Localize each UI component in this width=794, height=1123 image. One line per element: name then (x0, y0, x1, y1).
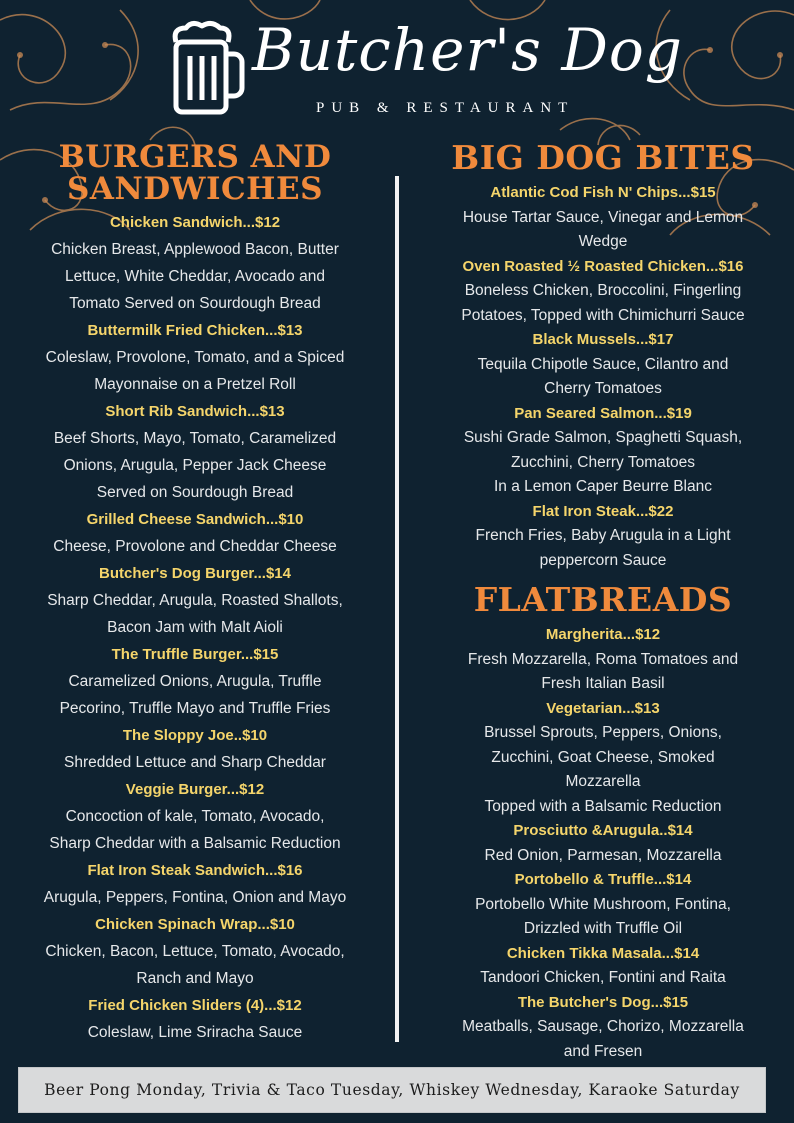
item-description: Shredded Lettuce and Sharp Cheddar (64, 754, 326, 771)
burger-menu-item (24, 992, 366, 1046)
events-text: Beer Pong Monday, Trivia & Taco Tuesday, Whiskey Wednesday, Karaoke Saturday (44, 1081, 740, 1099)
item-description: Wedge (578, 233, 628, 250)
burgers-section (24, 141, 366, 1046)
burger-menu-item (24, 560, 366, 641)
item-description: peppercorn Sauce (539, 551, 667, 569)
item-description: French Fries, Baby Arugula in a Light (475, 527, 731, 544)
brand-name: Butcher's Dog (252, 16, 683, 84)
item-name: The Sloppy Joe..$10 (122, 727, 268, 744)
item-description: Tomato Served on Sourdough Bread (69, 295, 321, 312)
item-description: Mayonnaise on a Pretzel Roll (94, 376, 296, 393)
flatbread-menu-item (440, 868, 766, 942)
item-description: Bacon Jam with Malt Aioli (107, 619, 283, 636)
item-description: In a Lemon Caper Beurre Blanc (494, 478, 712, 495)
bites-menu-item (440, 500, 766, 574)
item-description: Meatballs, Sausage, Chorizo, Mozzarella (462, 1018, 744, 1035)
item-name: Portobello & Truffle...$14 (514, 871, 692, 888)
item-name: Flat Iron Steak...$22 (532, 502, 674, 520)
item-name: Pan Seared Salmon...$19 (514, 404, 692, 422)
burgers-list (24, 209, 366, 1046)
burger-menu-item (24, 641, 366, 722)
item-name: Oven Roasted ½ Roasted Chicken...$16 (462, 257, 744, 275)
item-description: Cherry Tomatoes (544, 380, 662, 397)
bites-menu-item (440, 181, 766, 255)
item-description: Drizzled with Truffle Oil (523, 920, 683, 937)
item-description: Portobello White Mushroom, Fontina, (475, 895, 731, 913)
item-name: The Truffle Burger...$15 (111, 646, 279, 663)
item-description: Zucchini, Goat Cheese, Smoked (491, 748, 715, 766)
item-description: Served on Sourdough Bread (96, 484, 294, 501)
burger-menu-item (24, 317, 366, 398)
item-description: Zucchini, Cherry Tomatoes (510, 453, 696, 471)
item-name: Atlantic Cod Fish N' Chips...$15 (490, 184, 716, 201)
item-name: Buttermilk Fried Chicken...$13 (87, 322, 303, 339)
item-description: and Fresen (563, 1042, 643, 1060)
item-name: The Butcher's Dog...$15 (517, 993, 689, 1011)
burger-menu-item (24, 398, 366, 506)
item-description: Cheese, Provolone and Cheddar Cheese (53, 538, 337, 555)
item-description: Mozzarella (565, 773, 641, 790)
item-description: Chicken, Bacon, Lettuce, Tomato, Avocado, (45, 943, 345, 960)
column-divider (395, 176, 399, 1042)
item-description: Caramelized Onions, Arugula, Truffle (68, 673, 322, 690)
item-description: Sushi Grade Salmon, Spaghetti Squash, (463, 429, 743, 446)
item-name: Grilled Cheese Sandwich...$10 (86, 511, 304, 528)
item-description: Sharp Cheddar with a Balsamic Reduction (49, 835, 341, 852)
flatbread-menu-item (440, 819, 766, 868)
flatbreads-title: FLATBREADS (473, 580, 733, 619)
big-dog-bites-title: BIG DOG BITES (451, 138, 755, 177)
flatbread-menu-item (440, 623, 766, 697)
big-dog-bites-list (440, 181, 766, 573)
item-description: Arugula, Peppers, Fontina, Onion and Mayo (43, 889, 347, 906)
burger-menu-item (24, 209, 366, 317)
item-description: Ranch and Mayo (136, 970, 254, 987)
flatbread-menu-item (440, 991, 766, 1065)
item-description: Fresh Mozzarella, Roma Tomatoes and (467, 650, 739, 668)
burger-menu-item (24, 776, 366, 857)
item-description: Pecorino, Truffle Mayo and Truffle Fries (59, 700, 331, 717)
events-banner (18, 1067, 766, 1113)
item-description: Topped with a Balsamic Reduction (484, 797, 722, 815)
item-description: Coleslaw, Provolone, Tomato, and a Spiced (45, 349, 345, 366)
bites-menu-item (440, 402, 766, 500)
item-description: Beef Shorts, Mayo, Tomato, Caramelized (53, 430, 337, 447)
item-description: Boneless Chicken, Broccolini, Fingerling (464, 282, 742, 299)
logo (160, 12, 683, 122)
item-description: Tandoori Chicken, Fontini and Raita (480, 969, 726, 986)
item-name: Butcher's Dog Burger...$14 (99, 565, 291, 582)
item-name: Vegetarian...$13 (546, 699, 660, 717)
burger-menu-item (24, 722, 366, 776)
item-description: Brussel Sprouts, Peppers, Onions, (484, 724, 722, 741)
item-description: Potatoes, Topped with Chimichurri Sauce (461, 306, 745, 324)
item-description: Concoction of kale, Tomato, Avocado, (65, 808, 325, 825)
item-name: Black Mussels...$17 (532, 331, 674, 348)
item-name: Prosciutto &Arugula..$14 (513, 822, 693, 839)
item-name: Chicken Tikka Masala...$14 (506, 944, 700, 962)
burger-menu-item (24, 857, 366, 911)
beer-mug-icon (168, 18, 246, 118)
item-name: Flat Iron Steak Sandwich...$16 (87, 862, 303, 879)
bites-menu-item (440, 255, 766, 329)
item-description: Tequila Chipotle Sauce, Cilantro and (477, 355, 729, 373)
flatbread-menu-item (440, 942, 766, 991)
item-description: Red Onion, Parmesan, Mozzarella (484, 846, 722, 864)
brand-subtitle: PUB & RESTAURANT (316, 100, 575, 116)
burgers-title: BURGERS AND SANDWICHES (58, 139, 332, 207)
item-name: Veggie Burger...$12 (125, 781, 265, 798)
item-description: Onions, Arugula, Pepper Jack Cheese (63, 457, 327, 474)
right-column (440, 138, 766, 1064)
item-description: Coleslaw, Lime Sriracha Sauce (87, 1024, 303, 1041)
burger-menu-item (24, 911, 366, 992)
bites-menu-item (440, 328, 766, 402)
item-name: Short Rib Sandwich...$13 (105, 403, 285, 420)
item-description: House Tartar Sauce, Vinegar and Lemon (462, 208, 744, 226)
flatbreads-list (440, 623, 766, 1064)
item-description: Lettuce, White Cheddar, Avocado and (65, 268, 325, 285)
item-name: Margherita...$12 (545, 626, 661, 643)
item-name: Chicken Spinach Wrap...$10 (95, 916, 295, 933)
item-description: Fresh Italian Basil (541, 675, 665, 692)
item-description: Sharp Cheddar, Arugula, Roasted Shallots, (47, 592, 343, 609)
item-name: Chicken Sandwich...$12 (109, 214, 281, 231)
flatbread-menu-item (440, 697, 766, 820)
burger-menu-item (24, 506, 366, 560)
item-name: Fried Chicken Sliders (4)...$12 (88, 997, 302, 1014)
item-description: Chicken Breast, Applewood Bacon, Butter (51, 241, 339, 258)
